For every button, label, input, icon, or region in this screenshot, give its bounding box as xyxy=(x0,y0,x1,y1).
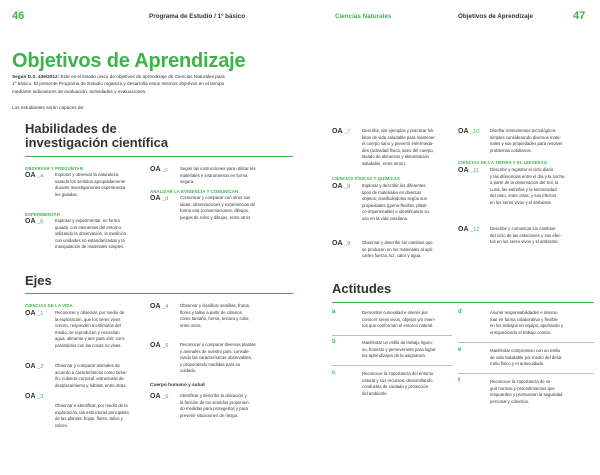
text-line: ideas, observaciones y experiencias de xyxy=(180,201,256,207)
oa-11-text xyxy=(490,167,565,207)
oa-label xyxy=(25,310,43,317)
text-line: como tamaño, forma, textura y color, xyxy=(180,316,250,322)
text-line: manipulación de materiales simples. xyxy=(55,244,125,250)
text-line: Manifestar compromiso con un estilo xyxy=(490,348,560,353)
text-line: Describir, dar ejemplos y practicar há- xyxy=(362,128,435,133)
text-line: del ambiente. xyxy=(362,390,388,396)
attitude-d-text xyxy=(490,310,563,336)
text-line: enriqueciendo el trabajo común. xyxy=(490,329,552,335)
text-line: Seguir las instrucciones para utilizar los xyxy=(180,166,256,171)
intro-students: Los estudiantes serán capaces de: xyxy=(12,105,85,110)
text-line: carles fuerza, luz, calor y agua. xyxy=(362,253,422,259)
text-line: Observar y clasificar semillas, frutos, xyxy=(180,303,250,308)
attitude-letter: d xyxy=(458,309,462,315)
text-line: objetos, clasificándolos según sus xyxy=(362,196,427,202)
oa-number: _5 xyxy=(162,343,169,349)
text-line: riales y sus propiedades para resolver xyxy=(490,141,563,147)
text-line: forma oral (conversaciones, dibujos, xyxy=(180,208,250,214)
text-line: Explorar y describir los diferentes xyxy=(362,183,426,188)
section-rule xyxy=(25,156,293,157)
oa-prefix: OA xyxy=(332,183,343,190)
text-line: personal y colectiva. xyxy=(490,398,529,404)
text-line: Reconocer y comparar diversas plantas xyxy=(180,342,256,347)
text-line: Asumir responsabilidades e interac- xyxy=(490,310,559,315)
text-line: el cuerpo sano y prevenir enfermeda- xyxy=(362,141,434,147)
text-line: cuidado. xyxy=(180,368,197,374)
text-line: Describir y registrar el ciclo diario xyxy=(490,167,554,172)
oa-prefix: OA xyxy=(458,128,469,135)
oa-prefix: OA xyxy=(150,342,161,349)
text-line: los aprendizajes de la asignatura. xyxy=(362,353,427,359)
intro-source: Según D.S. 439/2012: xyxy=(12,74,60,79)
text-line: Explorar y observar la naturaleza, xyxy=(55,172,120,177)
text-line: de vida saludable por medio del desa- xyxy=(490,354,563,360)
divider xyxy=(458,342,594,343)
text-line: so, honesto y perseverante para lograr xyxy=(362,346,436,352)
page-number-right: 47 xyxy=(573,10,586,22)
text-line: durante investigaciones experimenta- xyxy=(55,185,127,191)
text-line: y animales de nuestro país, conside- xyxy=(180,348,250,354)
text-line: juegos de roles y dibujos, entre otros. xyxy=(180,214,252,220)
habilidades-heading-line2: investigación científica xyxy=(25,135,169,150)
text-line: prevenir situaciones de riesgo. xyxy=(180,412,239,418)
text-line: parándolos con las cosas no vivas. xyxy=(55,342,122,348)
text-line: medio, se reproducen y necesitan xyxy=(55,329,120,335)
text-line: Luna, las estrellas y la luminosidad xyxy=(490,186,557,192)
subheading-cuerpo: Cuerpo humano y salud xyxy=(150,383,205,388)
subheading-vida: CIENCIAS DE LA VIDA xyxy=(25,303,73,308)
right-page xyxy=(300,0,600,475)
oa-10-text xyxy=(490,128,563,154)
text-line: Manifestar un estilo de trabajo riguro- xyxy=(362,340,434,345)
text-line: entre otros. xyxy=(180,322,202,328)
oa-number: _10 xyxy=(470,129,480,135)
oa-prefix: OA xyxy=(25,393,36,400)
text-line: bitos de vida saludable para mantener xyxy=(362,134,435,140)
text-line: propiedades (goma-flexible, plásti- xyxy=(362,202,428,208)
divider xyxy=(332,365,452,366)
oa-4-text xyxy=(180,303,250,329)
text-line: Observar y comparar animales de xyxy=(55,363,120,368)
oa-prefix: OA xyxy=(458,226,469,233)
oa-prefix: OA xyxy=(150,166,161,173)
oa-6-text xyxy=(180,393,250,419)
running-header-left: Programa de Estudio / 1º básico xyxy=(149,13,246,20)
oa-prefix: OA xyxy=(332,240,343,247)
subheading-tierra: CIENCIAS DE LA TIERRA Y EL UNIVERSO xyxy=(458,160,548,165)
intro-text xyxy=(12,73,292,95)
text-line: agua, alimento y aire para vivir, com- xyxy=(55,336,126,342)
oa-d-text xyxy=(180,195,255,221)
oa-9-text xyxy=(362,240,433,260)
oa-number: _d xyxy=(162,196,169,202)
oa-label xyxy=(150,195,168,202)
oa-label xyxy=(458,226,479,233)
text-line: utilizando la observación, la medición xyxy=(55,231,127,237)
text-line: co-impermeable) e identificando su xyxy=(362,209,429,215)
attitude-letter: b xyxy=(332,339,336,345)
text-line: les guiadas. xyxy=(55,191,78,197)
oa-label xyxy=(332,183,350,190)
attitude-letter: f xyxy=(458,378,460,384)
text-line: del cielo, entre otras, y sus efectos xyxy=(490,193,557,199)
text-line: tuar en forma colaborativa y flexible xyxy=(490,316,558,322)
oa-label xyxy=(25,393,43,400)
oa-number: _4 xyxy=(162,304,169,310)
page-title: Objetivos de Aprendizaje xyxy=(12,50,246,72)
text-line: Comunicar y comparar con otros sus xyxy=(180,195,251,200)
text-line: conocer seres vivos, objetos y/o even- xyxy=(362,316,436,322)
text-line: Diseñar instrumentos tecnológicos xyxy=(490,128,556,133)
oa-3-text xyxy=(55,403,129,429)
oa-number: _11 xyxy=(470,168,479,174)
text-line: lavado de alimentos y alimentación xyxy=(362,154,429,160)
attitude-letter: e xyxy=(458,347,462,353)
attitude-f-text xyxy=(490,379,562,405)
oa-a-text xyxy=(55,172,126,198)
oa-label xyxy=(150,393,168,400)
text-line: uso en la vida cotidiana. xyxy=(362,215,409,221)
oa-label xyxy=(25,363,43,370)
text-line: Identificar y describir la ubicación y xyxy=(180,393,247,398)
text-line: Explorar y experimentar, en forma xyxy=(55,218,120,223)
oa-number: _1 xyxy=(37,311,44,317)
text-line: Reconocer la importancia del entorno xyxy=(362,371,434,376)
section-rule xyxy=(25,293,293,294)
text-line: flores y tallos a partir de criterios xyxy=(180,309,242,315)
subheading-fisicas: CIENCIAS FÍSICAS Y QUÍMICAS xyxy=(332,176,400,181)
oa-b-text xyxy=(55,218,126,251)
attitude-b-text xyxy=(362,340,436,360)
text-line: Observar y describir los cambios que xyxy=(362,240,433,245)
habilidades-heading xyxy=(25,122,168,150)
oa-label xyxy=(150,303,168,310)
text-line: problemas cotidianos. xyxy=(490,147,532,153)
section-rule xyxy=(332,302,594,303)
text-line: acuerdo a características como tama- xyxy=(55,369,127,375)
oa-8-text xyxy=(362,183,429,223)
text-line: rando las características observables, xyxy=(180,355,253,361)
oa-number: _7 xyxy=(344,129,351,135)
oa-number: _9 xyxy=(344,241,351,247)
running-header-section: Ciencias Naturales xyxy=(335,13,392,20)
text-line: con unidades no estandarizadas y la xyxy=(55,237,125,243)
habilidades-heading-line1: Habilidades de xyxy=(25,121,117,136)
divider xyxy=(458,373,594,374)
text-line: usando los sentidos apropiadamente xyxy=(55,178,126,184)
text-line: la función de los sentidos proponien- xyxy=(180,399,250,405)
text-line: en los trabajos en equipo, aportando y xyxy=(490,323,564,329)
text-line: tos en los seres vivos y el ambiente. xyxy=(490,239,560,245)
text-line: de las plantas: hojas, flores, tallos y xyxy=(55,416,123,422)
oa-label xyxy=(25,172,43,179)
text-line: Demostrar curiosidad e interés por xyxy=(362,310,428,315)
divider xyxy=(332,335,452,336)
text-line: la exploración, que los seres vivos xyxy=(55,316,121,322)
text-line: desplazamiento y hábitat, entre otras. xyxy=(55,382,127,388)
oa-number: _c xyxy=(162,167,169,173)
attitude-e-text xyxy=(490,348,563,368)
oa-c-text xyxy=(180,166,255,186)
text-line: conductas de cuidado y protección xyxy=(362,384,429,390)
oa-label xyxy=(332,240,350,247)
text-line: en los seres vivos y el ambiente. xyxy=(490,199,553,205)
oa-2-text xyxy=(55,363,127,389)
text-line: tipos de materiales en diversos xyxy=(362,189,422,195)
oa-prefix: OA xyxy=(150,393,161,400)
oa-prefix: OA xyxy=(25,218,36,225)
text-line: do medidas para protegerlos y para xyxy=(180,406,248,412)
oa-label xyxy=(458,128,479,135)
oa-number: _8 xyxy=(344,184,351,190)
text-line: y proponiendo medidas para su xyxy=(180,361,241,367)
text-line: rrollo físico y el autocuidado. xyxy=(490,361,545,367)
oa-label xyxy=(150,342,168,349)
oa-number: _12 xyxy=(470,227,480,233)
oa-7-text xyxy=(362,128,435,168)
text-line: materiales e instrumentos en forma xyxy=(180,172,248,178)
text-line: Describir y comunicar los cambios xyxy=(490,226,556,231)
intro-line1: Este es el listado único de objetivos de aprendizaje de Ciencias Naturales para xyxy=(59,74,225,79)
oa-prefix: OA xyxy=(25,310,36,317)
subheading-experimentar: EXPERIMENTAR xyxy=(25,212,61,217)
oa-number: _b xyxy=(37,219,44,225)
oa-12-text xyxy=(490,226,562,246)
text-line: tos que conforman el entorno natural. xyxy=(362,323,434,329)
text-line: a partir de la observación del Sol, la xyxy=(490,180,559,186)
text-line: Reconocer la importancia de se- xyxy=(490,379,552,384)
oa-prefix: OA xyxy=(458,167,469,174)
oa-prefix: OA xyxy=(332,128,343,135)
oa-label xyxy=(332,128,350,135)
text-line: resguarden y promuevan la seguridad xyxy=(490,392,563,398)
ejes-heading: Ejes xyxy=(25,273,52,288)
text-line: saludable, entre otros). xyxy=(362,160,406,166)
oa-number: _2 xyxy=(37,364,44,370)
text-line: crecen, responden a estímulos del xyxy=(55,323,121,329)
intro-line3: mediante indicadores de evaluación, actividades y evaluaciones. xyxy=(12,88,147,94)
oa-prefix: OA xyxy=(150,195,161,202)
oa-prefix: OA xyxy=(25,172,36,179)
oa-number: _6 xyxy=(162,394,169,400)
text-line: se producen en los materiales al apli- xyxy=(362,246,434,252)
oa-1-text xyxy=(55,310,125,350)
text-line: segura. xyxy=(180,179,195,185)
oa-number: _a xyxy=(37,173,44,179)
text-line: natural y sus recursos, desarrollando xyxy=(362,377,433,383)
oa-number: _3 xyxy=(37,394,44,400)
oa-prefix: OA xyxy=(150,303,161,310)
attitude-letter: c xyxy=(332,370,336,376)
text-line: Observar e identificar, por medio de la xyxy=(55,403,128,408)
oa-label xyxy=(458,167,479,174)
attitude-c-text xyxy=(362,371,433,397)
intro-line2: 1º básico. El presente Programa de Estudio organiza y desarrolla estos mismos objetivos en el tiempo xyxy=(12,81,225,87)
text-line: guiada, con elementos del entorno, xyxy=(55,224,123,230)
subheading-observar: OBSERVAR Y PREGUNTAR xyxy=(25,166,83,171)
text-line: simples considerando diversos mate- xyxy=(490,134,561,140)
text-line: Reconocer y observar, por medio de xyxy=(55,310,125,315)
oa-label xyxy=(25,218,43,225)
text-line: raíces. xyxy=(55,422,68,428)
text-line: y las diferencias entre el día y la noche, xyxy=(490,173,566,179)
text-line: exploración, las estructuras principales xyxy=(55,409,130,415)
running-header-right: Objetivos de Aprendizaje xyxy=(458,13,533,20)
text-line: del ciclo de las estaciones y sus efec- xyxy=(490,232,562,238)
attitude-letter: a xyxy=(332,309,336,315)
oa-5-text xyxy=(180,342,256,375)
text-line: des (actividad física, aseo del cuerpo, xyxy=(362,147,434,153)
actitudes-heading: Actitudes xyxy=(332,281,392,296)
attitude-a-text xyxy=(362,310,435,330)
oa-label xyxy=(150,166,168,173)
text-line: guir normas y procedimientos que xyxy=(490,385,555,391)
page-number-left: 46 xyxy=(12,10,25,22)
subheading-analizar: ANALIZAR LA EVIDENCIA Y COMUNICAR xyxy=(150,189,239,194)
text-line: ño, cubierta corporal, estructuras de xyxy=(55,376,124,382)
oa-prefix: OA xyxy=(25,363,36,370)
